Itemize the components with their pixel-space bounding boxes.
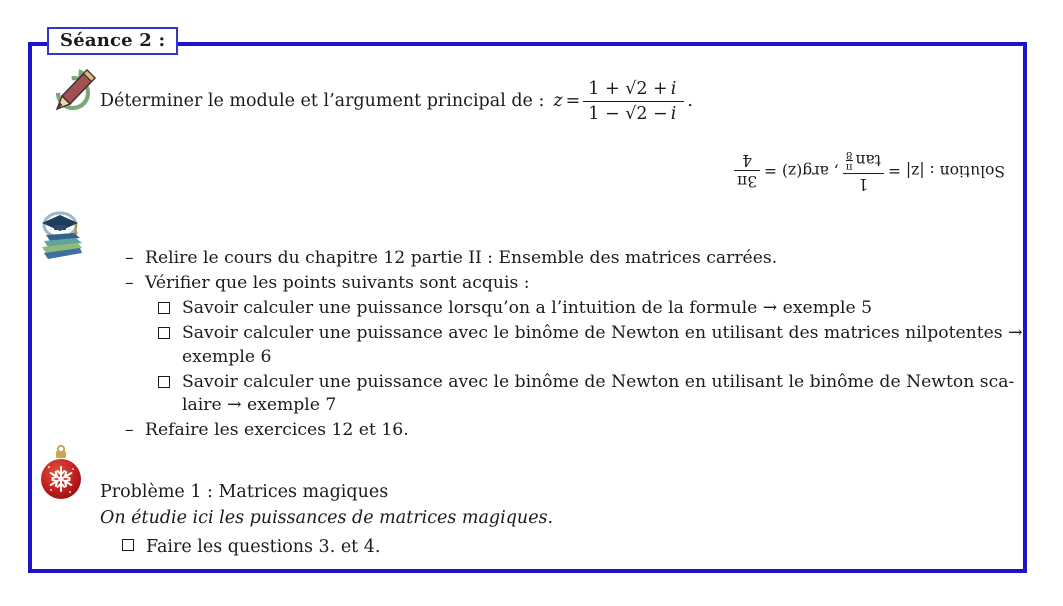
session-title: Séance 2 : (47, 27, 178, 55)
checkbox-icon (158, 302, 170, 314)
denominator-i: i (670, 103, 677, 124)
exercise-statement (100, 70, 693, 132)
checklist-line: Savoir calculer une puissance avec le binôme de Newton en utilisant le binôme de Newton sca- (182, 371, 1015, 392)
solution-middle: , arg(z) = (764, 162, 839, 181)
solution-fraction-1 (843, 149, 884, 193)
math-fraction (583, 78, 684, 125)
problem-section (100, 479, 553, 560)
solution-prefix: Solution : |z| = (888, 162, 1005, 181)
solution-fraction-2 (734, 152, 760, 191)
fraction-numerator: 1 + √2 + (588, 78, 668, 99)
checklist-line: Savoir calculer une puissance avec le binôme de Newton en utilisant des matrices nilpotentes → (182, 323, 1023, 343)
dash-marker: – (125, 420, 134, 440)
solution-line-rotated (730, 149, 1005, 193)
pi-over-8: π 8 (845, 149, 853, 174)
dash-marker: – (125, 248, 134, 268)
checklist-item (125, 297, 1022, 321)
christmas-bauble-icon (39, 443, 83, 501)
math-equals: = (565, 91, 581, 111)
dash-marker: – (125, 273, 134, 293)
checklist-item-text (182, 371, 1014, 418)
review-list (125, 247, 1022, 444)
numerator-i: i (670, 78, 677, 99)
problem-title: Problème 1 : Matrices magiques (100, 482, 389, 502)
sentence-period: . (687, 91, 693, 111)
list-item-text: Refaire les exercices 12 et 16. (145, 420, 409, 440)
checklist-line: exemple 6 (182, 346, 272, 367)
list-item-text: Relire le cours du chapitre 12 partie II : Ensemble des matrices carrées. (145, 248, 778, 268)
books-graduation-icon (36, 210, 84, 264)
exercise-text: Déterminer le module et l’argument principal de : (100, 91, 545, 111)
solution-frac2-den: 4 (734, 152, 760, 172)
list-item-dash (125, 419, 1022, 443)
problem-subtitle: On étudie ici les puissances de matrices magiques. (100, 508, 554, 528)
checklist-item (125, 322, 1022, 369)
fraction-denominator: 1 − √2 − (588, 103, 668, 124)
checkbox-icon (158, 327, 170, 339)
solution-frac2-num: 3π (736, 172, 758, 191)
checkbox-icon (158, 376, 170, 388)
checklist-item (100, 534, 553, 560)
checklist-item-text: Savoir calculer une puissance lorsqu’on a l’intuition de la formule → exemple 5 (182, 298, 873, 318)
list-item-dash (125, 247, 1022, 271)
checklist-item-text: Faire les questions 3. et 4. (146, 537, 381, 557)
checklist-item (125, 371, 1022, 418)
solution-frac1-num: 1 (858, 175, 869, 194)
tan-label: tan (855, 151, 881, 170)
math-variable-z: z (553, 91, 563, 111)
checklist-line: laire → exemple 7 (182, 395, 337, 415)
pencil-redo-icon (52, 68, 98, 112)
checklist-item-text (182, 322, 1022, 369)
list-item-text: Vérifier que les points suivants sont acquis : (145, 273, 530, 293)
checkbox-icon (122, 539, 134, 551)
list-item-dash (125, 272, 1022, 296)
